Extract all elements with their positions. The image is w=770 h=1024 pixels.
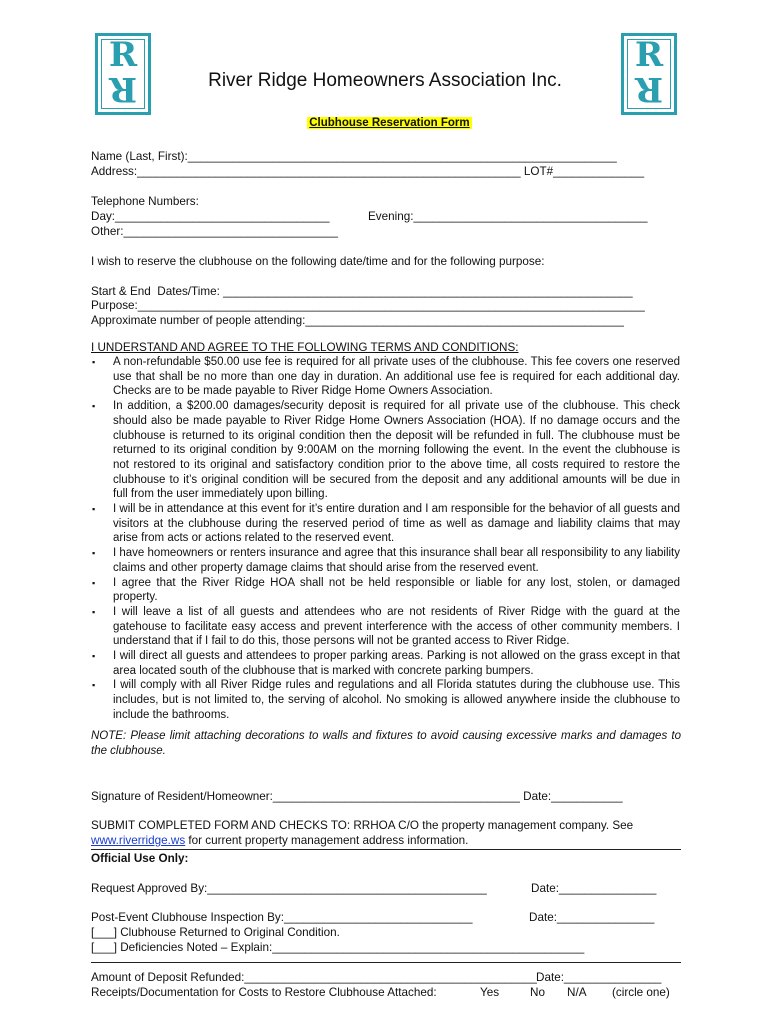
terms-item: ▪ A non-refundable $50.00 use fee is required for all private uses of the clubhouse. This fee covers one reserved use that shall be no more than one day in duration. An additional use fee is required for each additional day. Checks are to be made payable to River Ridge Home Owners Association. <box>92 356 680 398</box>
telephone-label: Telephone Numbers: <box>91 195 199 208</box>
option-yes[interactable]: Yes <box>480 986 500 999</box>
bullet-icon: ▪ <box>92 357 96 367</box>
refund-date-field[interactable]: Date:_______________ <box>536 971 662 984</box>
decorations-note: NOTE: Please limit attaching decorations to walls and fixtures to avoid causing excessive marks and damages to the clubhouse. <box>91 730 681 757</box>
logo-letter-top: R <box>108 35 138 75</box>
approved-date-field[interactable]: Date:_______________ <box>531 882 657 895</box>
option-no[interactable]: No <box>530 986 545 999</box>
divider <box>91 962 681 963</box>
terms-item: ▪ I will comply with all River Ridge rules and regulations and all Florida statutes during the clubhouse use. This includes, but is not limited to, the serving of alcohol. No smoking is allowed anywhere inside the clubhouse to include the bathrooms. <box>92 679 680 721</box>
option-na[interactable]: N/A <box>567 986 587 999</box>
form-subtitle: Clubhouse Reservation Form <box>309 117 470 129</box>
signature-field[interactable]: Signature of Resident/Homeowner:______________________________________ Date:___________ <box>91 790 623 803</box>
official-use-heading: Official Use Only: <box>91 852 189 865</box>
inspection-date-field[interactable]: Date:_______________ <box>529 911 655 924</box>
other-phone-field[interactable]: Other:_________________________________ <box>91 225 338 238</box>
terms-item: ▪ In addition, a $200.00 damages/security deposit is required for all private use of the clubhouse. This check should also be made payable to River Ridge Home Owners Association (HOA). If no damage occurs and the clubhouse is returned to its original condition then the deposit will be refunded in full. The clubhouse must be returned to its original condition by 9:00AM on the morning following the event. In the event the clubhouse is not restored to its original and satisfactory condition prior to the above time, all costs required to restore the clubhouse to it’s original condition will be secured from the deposit and any additional amounts will be due in full from the user immediately upon billing. <box>92 400 680 501</box>
reservation-intro: I wish to reserve the clubhouse on the following date/time and for the following purpose: <box>91 255 545 268</box>
bullet-icon: ▪ <box>92 680 96 691</box>
address-field[interactable]: Address:___________________________________________________________ LOT#______________ <box>91 165 645 178</box>
refund-field[interactable]: Amount of Deposit Refunded:_____________________________________________ <box>91 971 537 984</box>
bullet-icon: ▪ <box>92 504 96 515</box>
management-link[interactable]: www.riverridge.ws <box>91 834 186 847</box>
bullet-icon: ▪ <box>92 548 96 559</box>
bullet-icon: ▪ <box>92 577 96 588</box>
terms-item: ▪ I agree that the River Ridge HOA shall not be held responsible or liable for any lost, stolen, or damaged property. <box>92 576 680 604</box>
deficiencies-field[interactable]: [___] Deficiencies Noted – Explain:________________________________________________ <box>91 941 585 954</box>
terms-item: ▪ I will be in attendance at this event for it’s entire duration and I am responsible for the behavior of all guests and visitors at the clubhouse during the reserved period of time as well as damage and liability claims that may arise from acts or actions related to the reserved event. <box>92 503 680 545</box>
attendance-field[interactable]: Approximate number of people attending:_________________________________________________ <box>91 314 624 327</box>
logo-letter-bottom: R <box>634 69 664 109</box>
terms-item: ▪ I will leave a list of all guests and attendees who are not residents of River Ridge with the guard at the gatehouse to facilitate easy access and prevent interference with the access of other community members. I understand that if I fail to do this, those persons will not be granted access to River Ridge. <box>92 605 680 648</box>
terms-item: ▪ I have homeowners or renters insurance and agree that this insurance shall bear all responsibility to any liability claims and other property damage claims that should arise from the reserved event. <box>92 547 680 574</box>
page-title: River Ridge Homeowners Association Inc. <box>208 70 562 91</box>
submit-instructions-line2: www.riverridge.ws for current property management address information. <box>91 834 469 847</box>
start-end-field[interactable]: Start & End Dates/Time: _______________________________________________________________ <box>91 285 633 298</box>
bullet-icon: ▪ <box>92 651 96 662</box>
bullet-icon: ▪ <box>92 401 96 412</box>
approved-by-field[interactable]: Request Approved By:___________________________________________ <box>91 882 487 895</box>
day-phone-field[interactable]: Day:_________________________________ <box>91 210 330 223</box>
divider <box>91 849 681 850</box>
receipts-label: Receipts/Documentation for Costs to Restore Clubhouse Attached: <box>91 986 437 999</box>
terms-heading: I UNDERSTAND AND AGREE TO THE FOLLOWING TERMS AND CONDITIONS: <box>91 341 519 354</box>
logo-letter-bottom: R <box>108 69 138 109</box>
circle-one-label: (circle one) <box>612 986 670 999</box>
terms-list <box>91 355 680 723</box>
submit-instructions: SUBMIT COMPLETED FORM AND CHECKS TO: RRHOA C/O the property management company. See <box>91 819 634 832</box>
terms-item: ▪ I will direct all guests and attendees to proper parking areas. Parking is not allowed on the grass except in that area located south of the clubhouse that is marked with concrete parking bumpers. <box>92 650 680 677</box>
bullet-icon: ▪ <box>92 606 96 617</box>
logo-letter-top: R <box>634 35 664 75</box>
name-field[interactable]: Name (Last, First):__________________________________________________________________ <box>91 150 617 163</box>
inspection-field[interactable]: Post-Event Clubhouse Inspection By:_____________________________ <box>91 911 473 924</box>
purpose-field[interactable]: Purpose:______________________________________________________________________________ <box>91 299 645 312</box>
form-subtitle-wrap <box>0 95 770 131</box>
returned-checkbox[interactable]: [___] Clubhouse Returned to Original Condition. <box>91 926 340 939</box>
evening-phone-field[interactable]: Evening:____________________________________ <box>368 210 648 223</box>
